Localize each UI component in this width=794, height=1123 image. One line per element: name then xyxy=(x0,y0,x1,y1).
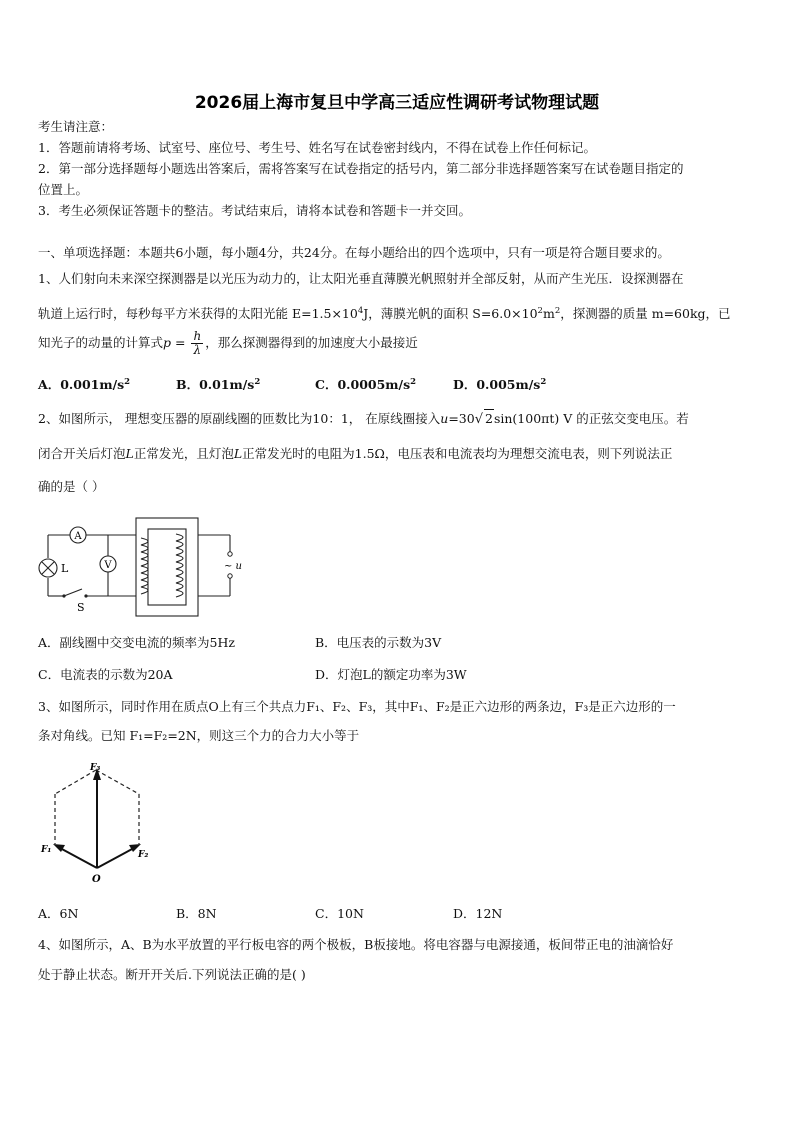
option-b: B．$0.01m/s^2$ xyxy=(176,377,261,393)
option-a: A．$0.001m/s^2$ xyxy=(38,377,131,393)
question-3-line: 3、如图所示，同时作用在质点O上有三个共点力F₁、F₂、F₃，其中F₁、F₂是正六边形的两条边，F₃是正六边形的一 xyxy=(38,699,676,714)
question-2-line: 确的是（ ） xyxy=(38,479,105,494)
question-1-line: 知光子的动量的计算式p = $\frac{h}{\lambda}$ ，那么探测器得到的加速度大小最接近 xyxy=(38,329,418,357)
svg-text:~ u: ~ u xyxy=(224,561,242,572)
option-d: D．$0.005m/s^2$ xyxy=(453,377,547,393)
question-4-line: 4、如图所示，A、B为水平放置的平行板电容的两个极板，B板接地。将电容器与电源接通，板间带正电的油滴恰好 xyxy=(38,937,674,952)
question-3-line: 条对角线。已知 F₁=F₂=2N，则这三个力的合力大小等于 xyxy=(38,728,360,743)
option-d: D．灯泡L的额定功率为3W xyxy=(315,667,467,682)
notice-item: 位置上。 xyxy=(38,182,89,197)
question-4-line: 处于静止状态。断开开关后.下列说法正确的是( ) xyxy=(38,967,306,982)
option-a: A．副线圈中交变电流的频率为5Hz xyxy=(38,635,235,650)
svg-text:F₁: F₁ xyxy=(41,845,52,855)
option-b: B．8N xyxy=(176,906,217,921)
option-c: C．10N xyxy=(315,906,364,921)
svg-text:A: A xyxy=(74,531,82,542)
notice-item: 3．考生必须保证答题卡的整洁。考试结束后，请将本试卷和答题卡一并交回。 xyxy=(38,203,471,218)
option-c: C．$0.0005m/s^2$ xyxy=(315,377,417,393)
option-a: A．6N xyxy=(38,906,79,921)
notice-item: 2．第一部分选择题每小题选出答案后，需将答案写在试卷指定的括号内，第二部分非选择题答案写在试卷题目指定的 xyxy=(38,161,684,176)
svg-text:L: L xyxy=(61,562,69,575)
question-1-line: 轨道上运行时，每秒每平方米获得的太阳光能 $E=1.5\times 10^4J$，薄膜光帆的面积 $S=6.0\times 10^2m^2$，探测器的质量 m=60kg，已 xyxy=(38,306,731,322)
svg-text:F₃: F₃ xyxy=(90,763,101,773)
option-c: C．电流表的示数为20A xyxy=(38,667,173,682)
option-b: B．电压表的示数为3V xyxy=(315,635,442,650)
notice-item: 1．答题前请将考场、试室号、座位号、考生号、姓名写在试卷密封线内，不得在试卷上作任何标记。 xyxy=(38,140,596,155)
momentum-fraction: $\frac{h}{\lambda}$ xyxy=(193,329,202,357)
section-heading: 一、单项选择题：本题共6小题，每小题4分，共24分。在每小题给出的四个选项中，只有一项是符合题目要求的。 xyxy=(38,245,670,260)
question-2-line: 闭合开关后灯泡L正常发光，且灯泡L正常发光时的电阻为1.5Ω，电压表和电流表均为理想交流电表，则下列说法正 xyxy=(38,446,673,461)
option-d: D．12N xyxy=(453,906,503,921)
svg-text:F₂: F₂ xyxy=(138,850,149,860)
hexagon-force-figure xyxy=(38,760,158,886)
transformer-circuit-figure xyxy=(38,516,248,620)
question-1-line: 1、人们射向未来深空探测器是以光压为动力的，让太阳光垂直薄膜光帆照射并全部反射，从而产生光压．设探测器在 xyxy=(38,271,684,286)
force-f2-arrow xyxy=(97,848,134,868)
notice-heading: 考生请注意： xyxy=(38,119,114,134)
primary-coil xyxy=(176,534,183,597)
force-f1-arrow xyxy=(60,848,97,868)
svg-text:V: V xyxy=(104,560,112,571)
secondary-coil xyxy=(141,538,148,594)
svg-text:O: O xyxy=(92,874,101,885)
question-2-line: 2、如图所示， 理想变压器的原副线圈的匝数比为10：1， 在原线圈接入u=30√ 2sin(100πt) V 的正弦交变电压。若 xyxy=(38,411,689,427)
page-title: 2026届上海市复旦中学高三适应性调研考试物理试题 xyxy=(194,93,600,113)
svg-text:S: S xyxy=(77,601,85,614)
